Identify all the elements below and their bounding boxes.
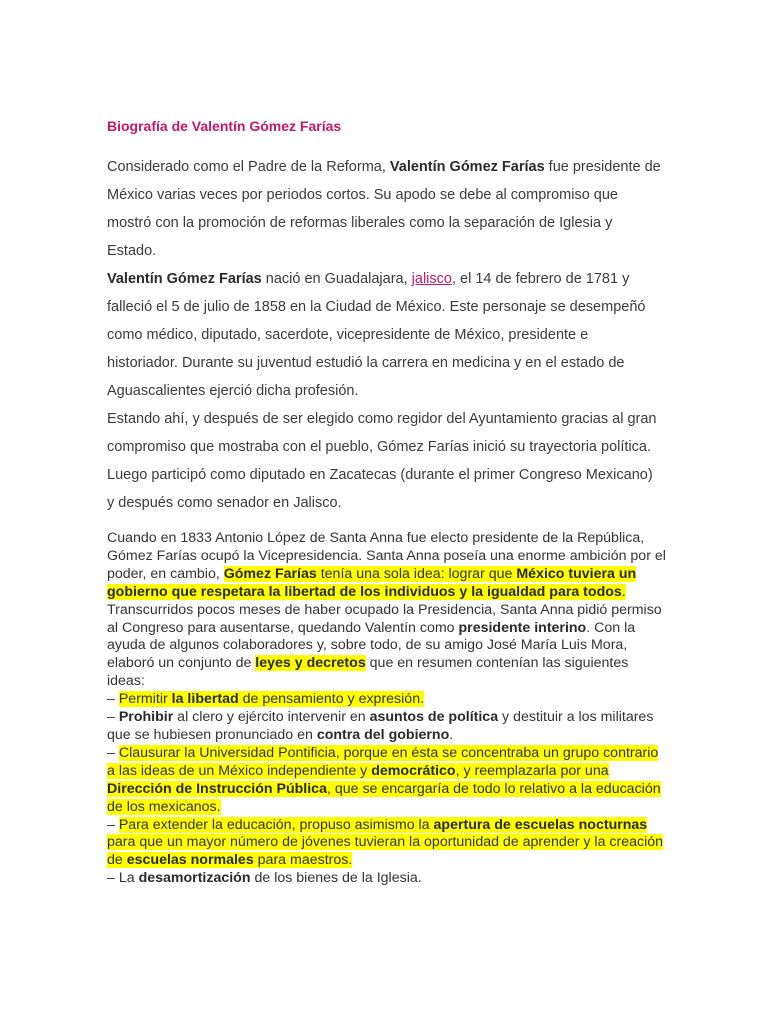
- paragraph-career: Estando ahí, y después de ser elegido como regidor del Ayuntamiento gracias al gran compromiso que mostraba con el pueblo, Gómez Farías inició su trayectoria política. Luego participó como diputado en Zacatecas (durante el primer Congreso Mexicano) y después como senador en Jalisco.: [107, 411, 657, 511]
- list-item-libertad: – Permitir la libertad de pensamiento y expresión.: [107, 691, 425, 708]
- paragraph-vicepresidency: Cuando en 1833 Antonio López de Santa Anna fue electo presidente de la República, Gómez Farías ocupó la Vicepresidencia. Santa Anna poseía una enorme ambición por el poder, en cambio, Gómez Farías tenía una sola idea: lograr que México tuviera un gobierno que respetara la libertad de los individuos y la igualdad para todos. Transcurridos pocos meses de haber ocupado la Presidencia, Santa Anna pidió permiso al Congreso para ausentarse, quedando Valentín como presidente interino. Con la ayuda de algunos colaboradores y, sobre todo, de su amigo José María Luis Mora, elaboró un conjunto de leyes y decretos que en resumen contenían las siguientes ideas:: [107, 530, 666, 690]
- list-item-educacion: – Para extender la educación, propuso asimismo la apertura de escuelas nocturnas para que un mayor número de jóvenes tuvieran la oportunidad de aprender y la creación de escuelas normales para maestros.: [107, 816, 664, 869]
- paragraph-birth: Valentín Gómez Farías nació en Guadalajara, jalisco, el 14 de febrero de 1781 y falleció el 5 de julio de 1858 en la Ciudad de México. Este personaje se desempeñó como médico, diputado, sacerdote, vicepresidente de México, presidente e historiador. Durante su juventud estudió la carrera en medicina y en el estado de Aguascalientes ejerció dicha profesión.: [107, 271, 646, 399]
- list-item-desamortizacion: – La desamortización de los bienes de la Iglesia.: [107, 870, 422, 887]
- biography-section: [107, 153, 663, 517]
- jalisco-link[interactable]: jalisco: [411, 271, 452, 287]
- reform-section: [107, 530, 667, 888]
- paragraph-intro: Considerado como el Padre de la Reforma, Valentín Gómez Farías fue presidente de México varias veces por periodos cortos. Su apodo se debe al compromiso que mostró con la promoción de reformas liberales como la separación de Iglesia y Estado.: [107, 159, 661, 259]
- list-item-prohibir: – Prohibir al clero y ejército intervenir en asuntos de política y destituir a los militares que se hubiesen pronunciado en contra del gobierno.: [107, 709, 654, 743]
- document-title: Biografía de Valentín Gómez Farías: [107, 118, 342, 134]
- list-item-clausurar: – Clausurar la Universidad Pontificia, porque en ésta se concentraba un grupo contrario a las ideas de un México independiente y democrático, y reemplazarla por una Dirección de Instrucción Pública, que se encargaría de todo lo relativo a la educación de los mexicanos.: [107, 744, 661, 815]
